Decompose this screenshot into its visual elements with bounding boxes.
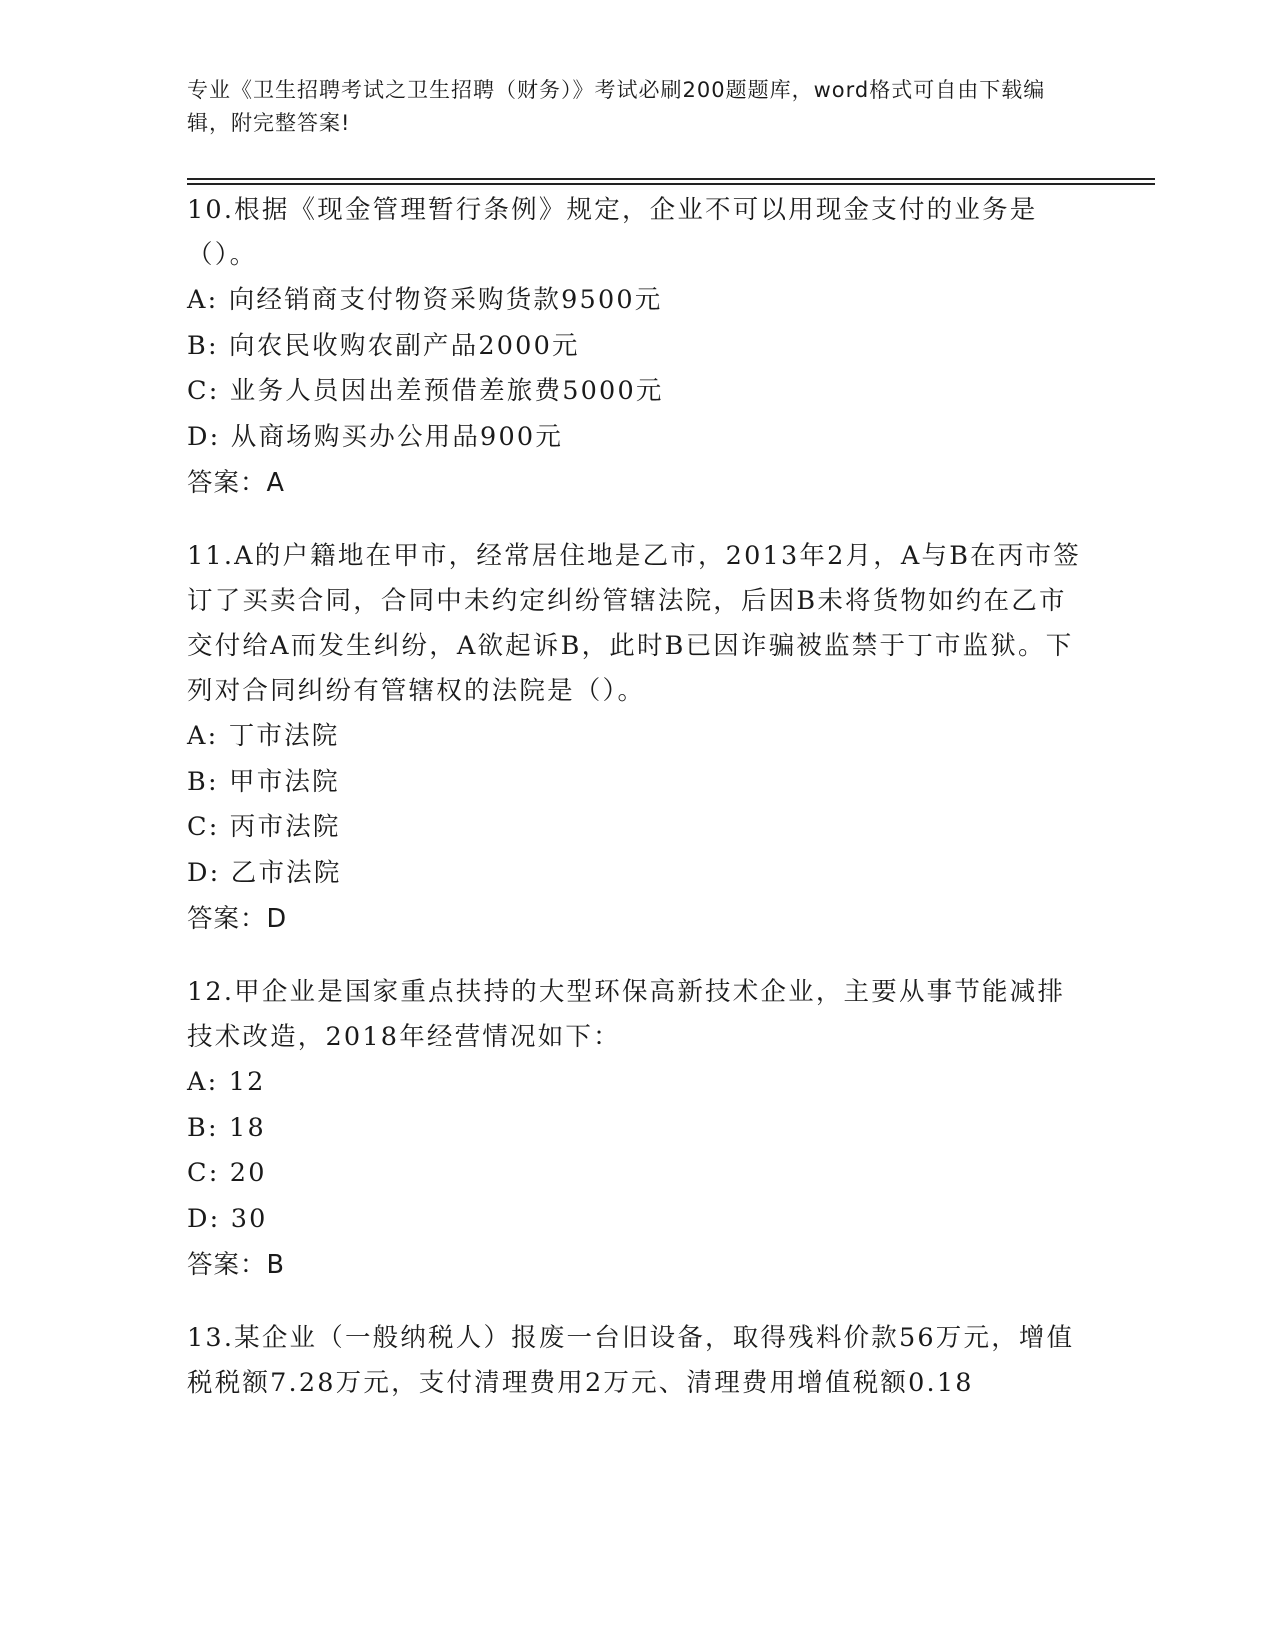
option-c: C: 20 — [187, 1158, 267, 1188]
question-12 — [187, 970, 1087, 1288]
question-stem: 13.某企业（一般纳税人）报废一台旧设备，取得残料价款56万元，增值税税额7.28万元，支付清理费用2万元、清理费用增值税额0.18 — [187, 1323, 1075, 1398]
option-b: B: 18 — [187, 1112, 266, 1143]
option-a: A: 丁市法院 — [187, 721, 340, 751]
option-d: D: 30 — [187, 1203, 268, 1234]
answer: 答案：A — [187, 468, 285, 498]
option-a: A: 向经销商支付物资采购货款9500元 — [187, 285, 663, 315]
option-c: C: 丙市法院 — [187, 812, 341, 842]
document-header: 专业《卫生招聘考试之卫生招聘（财务）》考试必刷200题题库，word格式可自由下载编辑，附完整答案! — [187, 78, 1046, 135]
option-b: B: 甲市法院 — [187, 766, 340, 797]
option-a: A: 12 — [187, 1067, 266, 1097]
question-list — [187, 188, 1087, 1434]
header-divider-bottom — [187, 183, 1155, 185]
question-11 — [187, 534, 1087, 942]
question-10 — [187, 188, 1087, 506]
question-13 — [187, 1316, 1087, 1406]
option-d: D: 乙市法院 — [187, 857, 342, 888]
option-d: D: 从商场购买办公用品900元 — [187, 421, 564, 452]
option-b: B: 向农民收购农副产品2000元 — [187, 330, 580, 361]
question-stem: 10.根据《现金管理暂行条例》规定，企业不可以用现金支付的业务是（）。 — [187, 195, 1038, 270]
header-divider-top — [187, 178, 1155, 180]
answer: 答案：B — [187, 1250, 285, 1280]
question-stem: 12.甲企业是国家重点扶持的大型环保高新技术企业，主要从事节能减排技术改造，2018年经营情况如下： — [187, 977, 1066, 1052]
answer: 答案：D — [187, 904, 288, 934]
option-c: C: 业务人员因出差预借差旅费5000元 — [187, 376, 664, 406]
question-stem: 11.A的户籍地在甲市，经常居住地是乙市，2013年2月，A与B在丙市签订了买卖合同，合同中未约定纠纷管辖法院，后因B未将货物如约在乙市交付给A而发生纠纷，A欲起诉B，此时B已因诈骗被监禁于丁市监狱。下列对合同纠纷有管辖权的法院是（）。 — [187, 541, 1081, 706]
